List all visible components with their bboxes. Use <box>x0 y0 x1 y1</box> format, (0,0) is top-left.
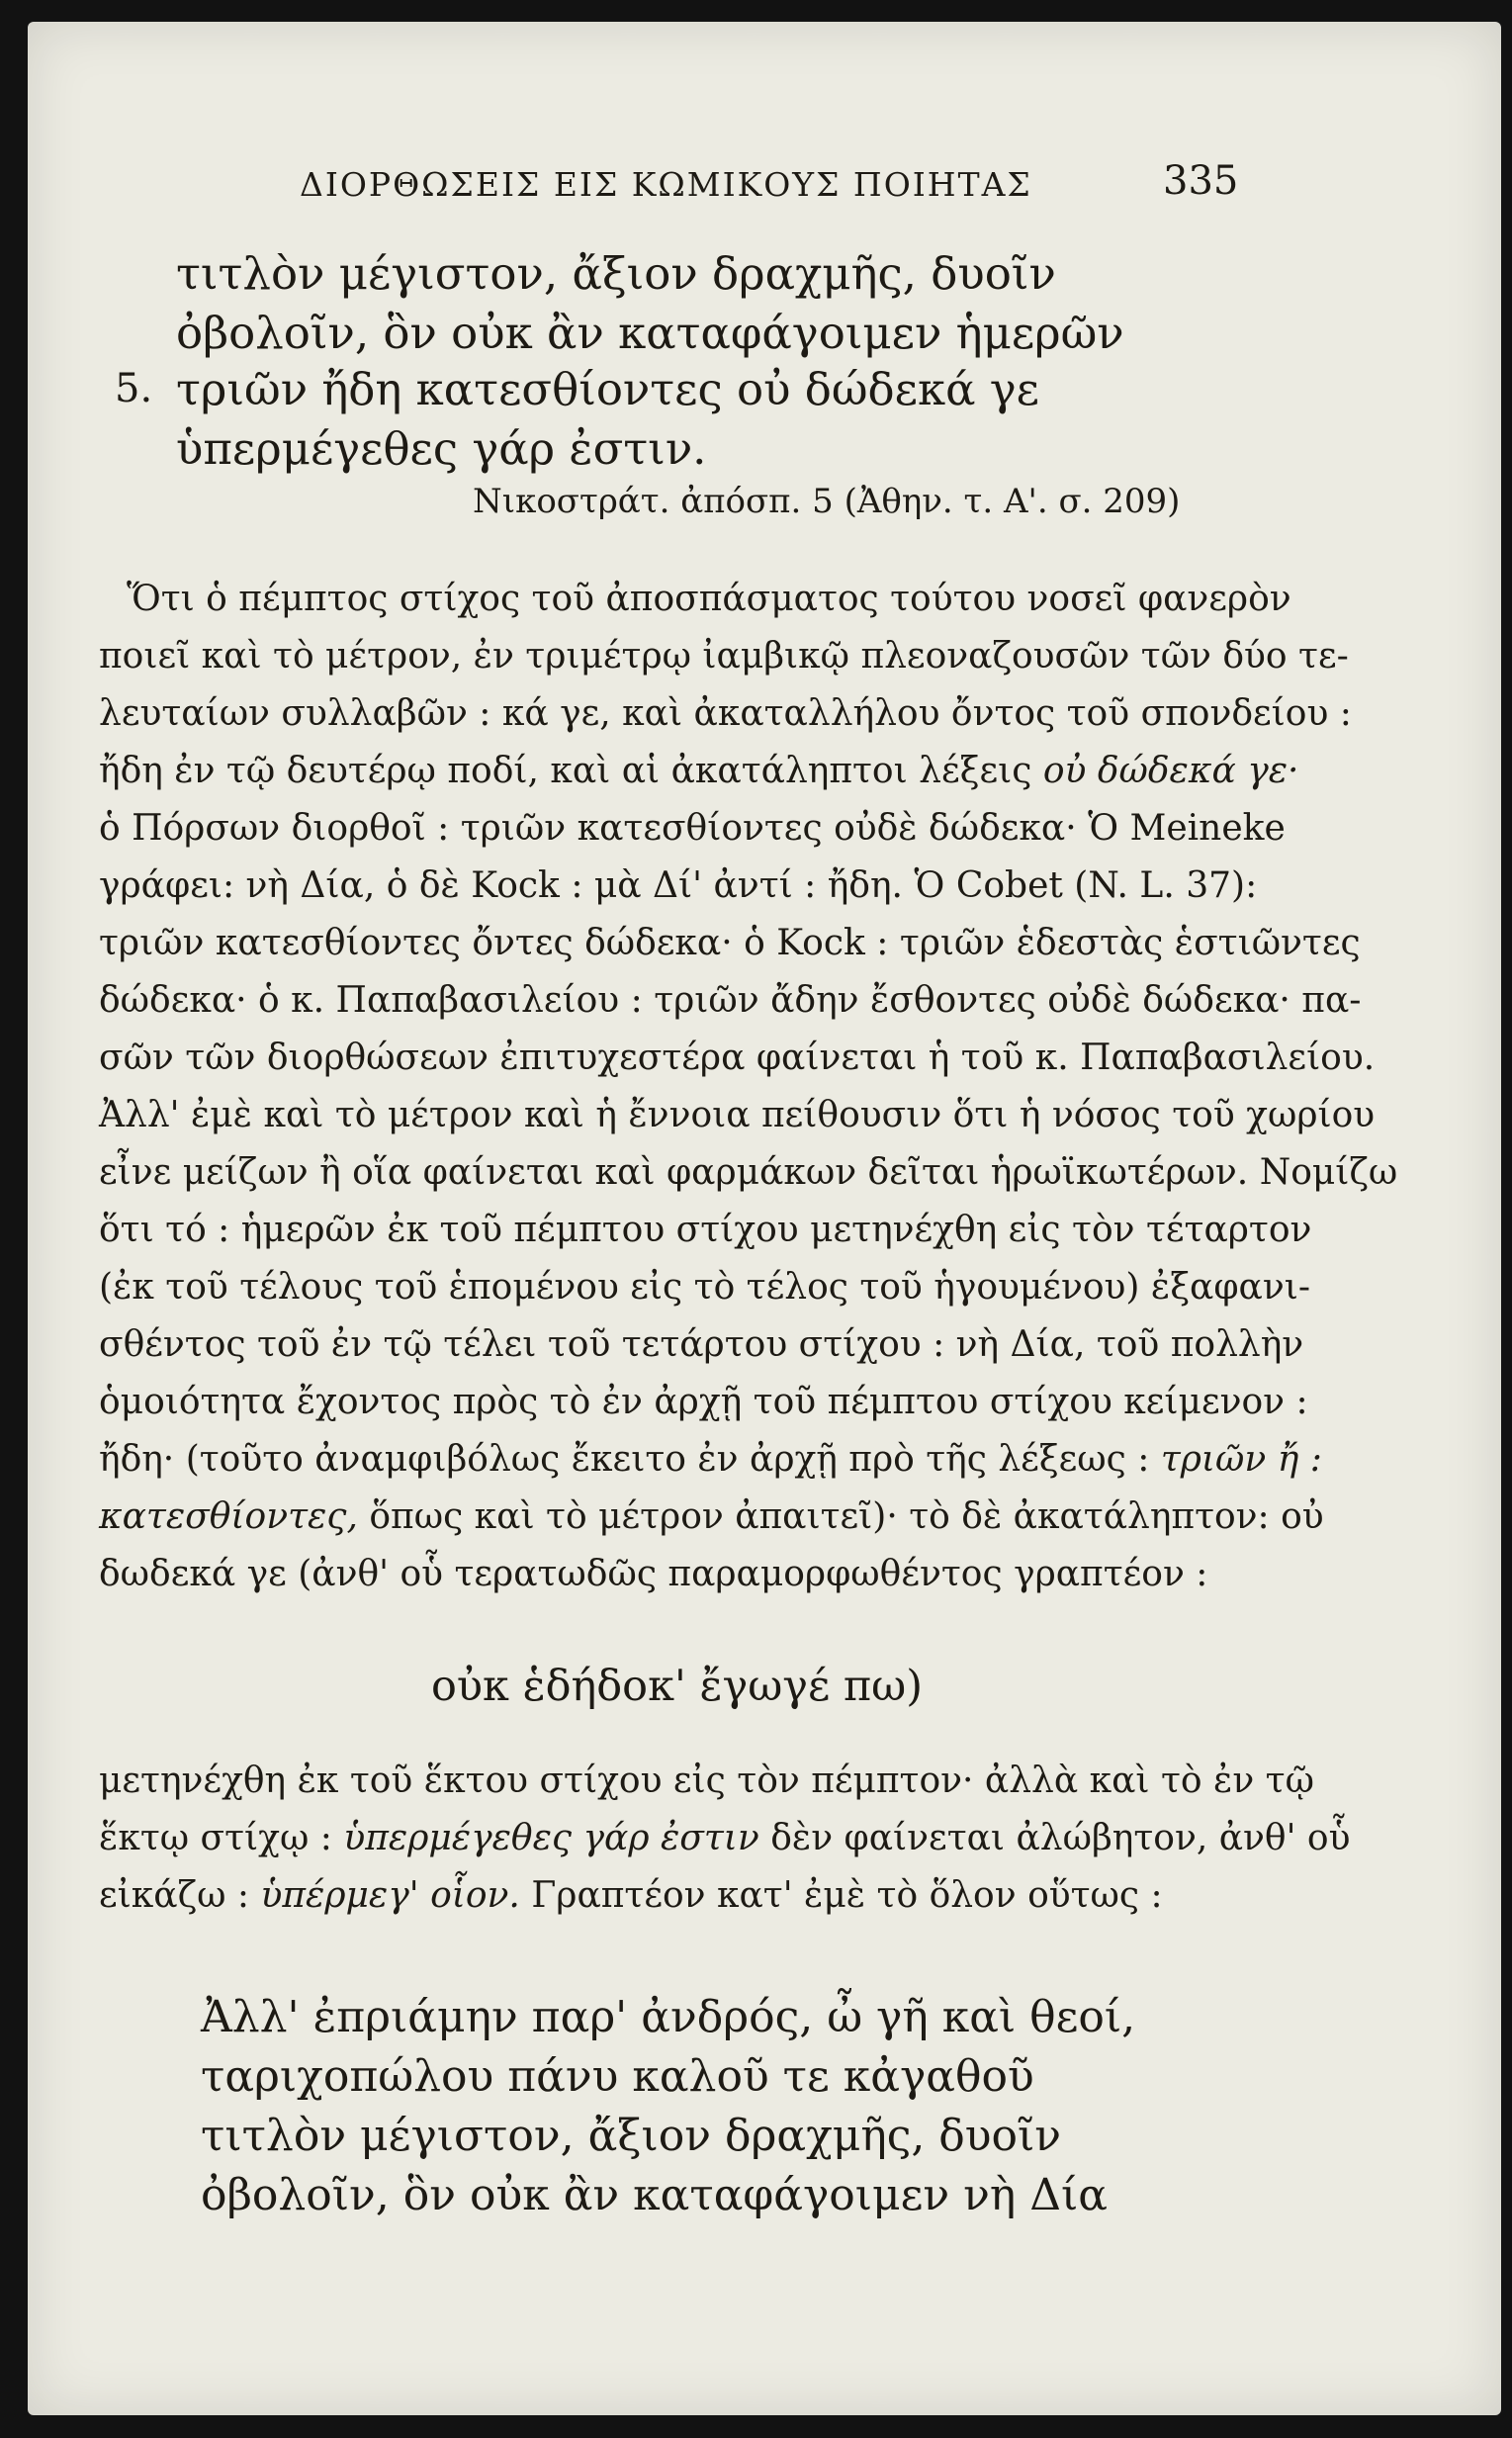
commentary-line: γράφει: νὴ Δία, ὁ δὲ Kock : μὰ Δί' ἀντί : ἤδη. Ὁ Cobet (N. L. 37): <box>99 865 1258 906</box>
commentary-line: ὁμοιότητα ἔχοντος πρὸς τὸ ἐν ἀρχῇ τοῦ πέμπτου στίχου κείμενον : <box>99 1382 1308 1422</box>
commentary-text: ἤδη· (τοῦτο ἀναμφιβόλως ἔκειτο ἐν ἀρχῇ πρὸ τῆς λέξεως : <box>99 1439 1150 1480</box>
italic-phrase: ὑπέρμεγ' οἷον. <box>260 1875 520 1916</box>
italic-phrase: ὑπερμέγεθες γάρ ἐστιν <box>343 1818 759 1858</box>
running-header: ΔΙΟΡΘΩΣΕΙΣ ΕΙΣ ΚΩΜΙΚΟΥΣ ΠΟΙΗΤΑΣ <box>300 165 1032 204</box>
italic-phrase: κατεσθίοντες, <box>99 1496 358 1537</box>
commentary-line <box>99 1875 1163 1916</box>
commentary-text: ἤδη ἐν τῷ δευτέρῳ ποδί, καὶ αἱ ἀκατάληπτοι λέξεις <box>99 751 1032 791</box>
centered-quote: οὐκ ἑδήδοκ' ἔγωγέ πω) <box>431 1662 924 1711</box>
commentary-line: Ὅτι ὁ πέμπτος στίχος τοῦ ἀποσπάσματος τούτου νοσεῖ φανερὸν <box>127 579 1291 619</box>
page-number: 335 <box>1163 158 1239 204</box>
italic-phrase: τριῶν ἤ : <box>1160 1439 1322 1480</box>
commentary-line: ὁ Πόρσων διορθοῖ : τριῶν κατεσθίοντες οὐδὲ δώδεκα· Ὁ Meineke <box>99 808 1286 849</box>
commentary-line: δωδεκά γε (ἀνθ' οὗ τερατωδῶς παραμορφωθέντος γραπτέον : <box>99 1554 1208 1594</box>
source-citation: Νικοστράτ. ἀπόσπ. 5 (Ἀθην. τ. Α'. σ. 209) <box>473 482 1181 521</box>
fragment-line-3: τριῶν ἤδη κατεσθίοντες οὐ δώδεκά γε <box>176 363 1039 415</box>
commentary-line <box>99 751 1299 791</box>
commentary-text: ἕκτῳ στίχῳ : <box>99 1818 332 1858</box>
commentary-line: σῶν τῶν διορθώσεων ἐπιτυχεστέρα φαίνεται ἡ τοῦ κ. Παπαβασιλείου. <box>99 1038 1376 1078</box>
commentary-line: ὅτι τό : ἡμερῶν ἐκ τοῦ πέμπτου στίχου μετηνέχθη εἰς τὸν τέταρτον <box>99 1210 1312 1250</box>
corrected-verse-line-2: ταριχοπώλου πάνυ καλοῦ τε κἀγαθοῦ <box>201 2051 1034 2102</box>
corrected-verse-line-3: τιτλὸν μέγιστον, ἄξιον δραχμῆς, δυοῖν <box>201 2111 1062 2161</box>
commentary-line: λευταίων συλλαβῶν : κά γε, καὶ ἀκαταλλήλου ὄντος τοῦ σπονδείου : <box>99 693 1352 734</box>
fragment-line-2: ὀβολοῖν, ὃν οὐκ ἂν καταφάγοιμεν ἡμερῶν <box>176 307 1124 359</box>
book-page <box>28 22 1501 2415</box>
commentary-line: ποιεῖ καὶ τὸ μέτρον, ἐν τριμέτρῳ ἰαμβικῷ πλεοναζουσῶν τῶν δύο τε- <box>99 636 1349 677</box>
commentary-text: εἰκάζω : <box>99 1875 250 1916</box>
commentary-line: μετηνέχθη ἐκ τοῦ ἕκτου στίχου εἰς τὸν πέμπτον· ἀλλὰ καὶ τὸ ἐν τῷ <box>99 1761 1314 1801</box>
fragment-line-number: 5. <box>115 366 153 411</box>
commentary-line <box>99 1496 1324 1537</box>
commentary-line: εἶνε μείζων ἢ οἵα φαίνεται καὶ φαρμάκων δεῖται ἡρωϊκωτέρων. Νομίζω <box>99 1152 1398 1193</box>
commentary-text: Γραπτέον κατ' ἐμὲ τὸ ὅλον οὕτως : <box>531 1875 1163 1916</box>
commentary-line <box>99 1818 1350 1858</box>
commentary-text: ὅπως καὶ τὸ μέτρον ἀπαιτεῖ)· τὸ δὲ ἀκατάληπτον: οὐ <box>369 1496 1324 1537</box>
commentary-line: τριῶν κατεσθίοντες ὄντες δώδεκα· ὁ Kock : τριῶν ἑδεστὰς ἑστιῶντες <box>99 923 1361 963</box>
corrected-verse-line-1: Ἀλλ' ἐπριάμην παρ' ἀνδρός, ὦ γῆ καὶ θεοί, <box>201 1992 1136 2042</box>
corrected-verse-line-4: ὀβολοῖν, ὃν οὐκ ἂν καταφάγοιμεν νὴ Δία <box>201 2170 1108 2220</box>
commentary-line: Ἀλλ' ἐμὲ καὶ τὸ μέτρον καὶ ἡ ἔννοια πείθουσιν ὅτι ἡ νόσος τοῦ χωρίου <box>99 1095 1376 1135</box>
commentary-line: (ἐκ τοῦ τέλους τοῦ ἑπομένου εἰς τὸ τέλος τοῦ ἡγουμένου) ἐξαφανι- <box>99 1267 1311 1308</box>
commentary-line: σθέντος τοῦ ἐν τῷ τέλει τοῦ τετάρτου στίχου : νὴ Δία, τοῦ πολλὴν <box>99 1324 1304 1365</box>
italic-phrase: οὐ δώδεκά γε· <box>1042 751 1299 791</box>
commentary-line <box>99 1439 1322 1480</box>
fragment-line-1: τιτλὸν μέγιστον, ἄξιον δραχμῆς, δυοῖν <box>176 247 1056 300</box>
commentary-text: δὲν φαίνεται ἀλώβητον, ἀνθ' οὗ <box>770 1818 1351 1858</box>
fragment-line-4: ὑπερμέγεθες γάρ ἐστιν. <box>176 422 707 475</box>
commentary-line: δώδεκα· ὁ κ. Παπαβασιλείου : τριῶν ἄδην ἔσθοντες οὐδὲ δώδεκα· πα- <box>99 980 1362 1021</box>
